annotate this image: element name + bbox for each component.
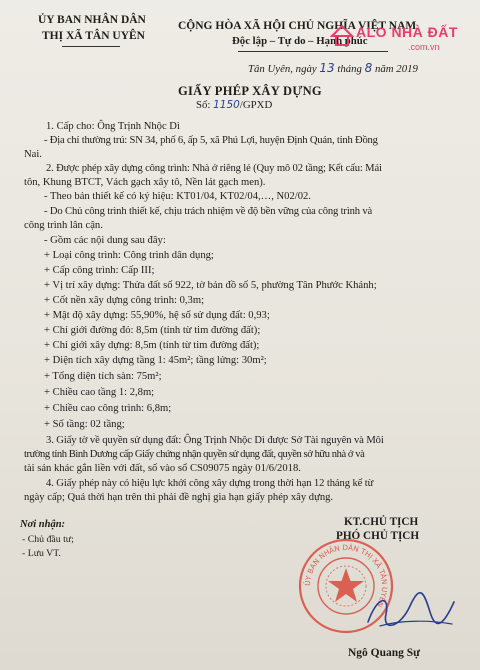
body-line-23: trường tỉnh Bình Dương cấp Giấy chứng nhận quyền sử dụng đất, quyền sở hữu nhà ở và	[24, 449, 365, 460]
body-line-10: + Loại công trình: Công trình dân dụng;	[44, 250, 214, 261]
sign-title-1: KT.CHỦ TỊCH	[344, 516, 419, 528]
body-line-15: + Chỉ giới đường đỏ: 8,5m (tính từ tim đường đất);	[44, 325, 261, 336]
signer-name: Ngô Quang Sự	[348, 647, 421, 659]
signature-mark	[360, 584, 460, 634]
recipients-title: Nơi nhận:	[20, 519, 66, 530]
document-title: GIẤY PHÉP XÂY DỰNG	[178, 84, 322, 98]
recipient-1: - Chủ đầu tư;	[22, 534, 74, 545]
national-motto: Độc lập – Tự do – Hạnh phúc	[232, 35, 368, 47]
body-line-26: ngày cấp; Quá thời hạn trên thì phải đề nghị gia hạn giấy phép xây dựng.	[24, 492, 334, 503]
body-line-21: + Số tầng: 02 tầng;	[44, 419, 125, 430]
body-line-4: 2. Được phép xây dựng công trình: Nhà ở riêng lẻ (Quy mô 02 tầng; Kết cấu: Mái	[46, 163, 382, 174]
stamp-ring-text: ỦY BAN NHÂN DÂN THỊ XÃ TÂN UYÊN	[302, 542, 390, 609]
body-line-5: tôn, Khung BTCT, Vách gạch xây tô, Nền lát gạch men).	[24, 177, 266, 188]
body-line-12: + Vị trí xây dựng: Thửa đất số 922, tờ bản đồ số 5, phường Tân Phước Khánh;	[44, 280, 377, 291]
date-year: năm 2019	[375, 63, 418, 75]
watermark-site: .com.vn	[408, 42, 440, 52]
body-line-6: - Theo bản thiết kế có ký hiệu: KT01/04, KT02/04,…, N02/02.	[44, 191, 311, 202]
body-line-11: + Cấp công trình: Cấp III;	[44, 265, 155, 276]
body-line-22: 3. Giấy tờ về quyền sử dụng đất: Ông Trịnh Nhộc Dì được Sở Tài nguyên và Môi	[46, 435, 384, 446]
sign-title-2: PHÓ CHỦ TỊCH	[336, 530, 420, 542]
date-prefix: Tân Uyên, ngày	[248, 63, 317, 75]
body-line-7: - Do Chủ công trình thiết kế, chịu trách nhiệm về độ bền vững của công trình và	[44, 206, 373, 217]
body-line-3: Nai.	[24, 149, 42, 160]
body-line-24: tài sản khác gắn liền với đất, số vào sổ CS09075 ngày 01/6/2018.	[24, 463, 301, 474]
number-value: 1150	[213, 99, 240, 111]
body-line-14: + Mật độ xây dựng: 55,90%, hệ số sử dụng đất: 0,93;	[44, 310, 270, 321]
org-name-line1: ỦY BAN NHÂN DÂN	[38, 14, 146, 26]
body-line-17: + Diện tích xây dựng tầng 1: 45m²; tầng lửng: 30m²;	[44, 355, 267, 366]
date-line	[248, 61, 418, 75]
body-line-20: + Chiều cao công trình: 6,8m;	[44, 403, 172, 414]
number-prefix: Số:	[196, 99, 211, 111]
number-suffix: /GPXD	[239, 99, 273, 111]
document-number	[196, 99, 272, 111]
body-line-8: công trình lân cận.	[24, 220, 103, 231]
body-line-1: 1. Cấp cho: Ông Trịnh Nhộc Dì	[46, 121, 180, 132]
body-line-25: 4. Giấy phép này có hiệu lực khởi công xây dựng trong thời hạn 12 tháng kể từ	[46, 478, 374, 489]
body-line-9: - Gồm các nội dung sau đây:	[44, 235, 166, 246]
body-line-19: + Chiều cao tầng 1: 2,8m;	[44, 387, 155, 398]
watermark-brand: ALO NHÀ ĐẤT	[356, 24, 458, 40]
body-line-18: + Tổng diện tích sàn: 75m²;	[44, 371, 162, 382]
date-day: 13	[319, 61, 335, 75]
recipient-2: - Lưu VT.	[22, 548, 61, 559]
body-line-13: + Cốt nền xây dựng công trình: 0,3m;	[44, 295, 205, 306]
nation-title: CỘNG HÒA XÃ HỘI CHỦ NGHĨA VIỆT NAM	[178, 20, 417, 32]
org-underline	[62, 46, 120, 47]
org-name-line2: THỊ XÃ TÂN UYÊN	[42, 30, 145, 42]
date-month: 8	[364, 61, 373, 75]
body-line-2: - Địa chỉ thường trú: SN 34, phố 6, ấp 5, xã Phú Lợi, huyện Định Quán, tỉnh Đồng	[44, 135, 378, 146]
watermark-logo	[330, 6, 480, 64]
date-month-label: tháng	[337, 63, 362, 75]
body-line-16: + Chỉ giới xây dựng: 8,5m (tính từ tim đường đất);	[44, 340, 260, 351]
